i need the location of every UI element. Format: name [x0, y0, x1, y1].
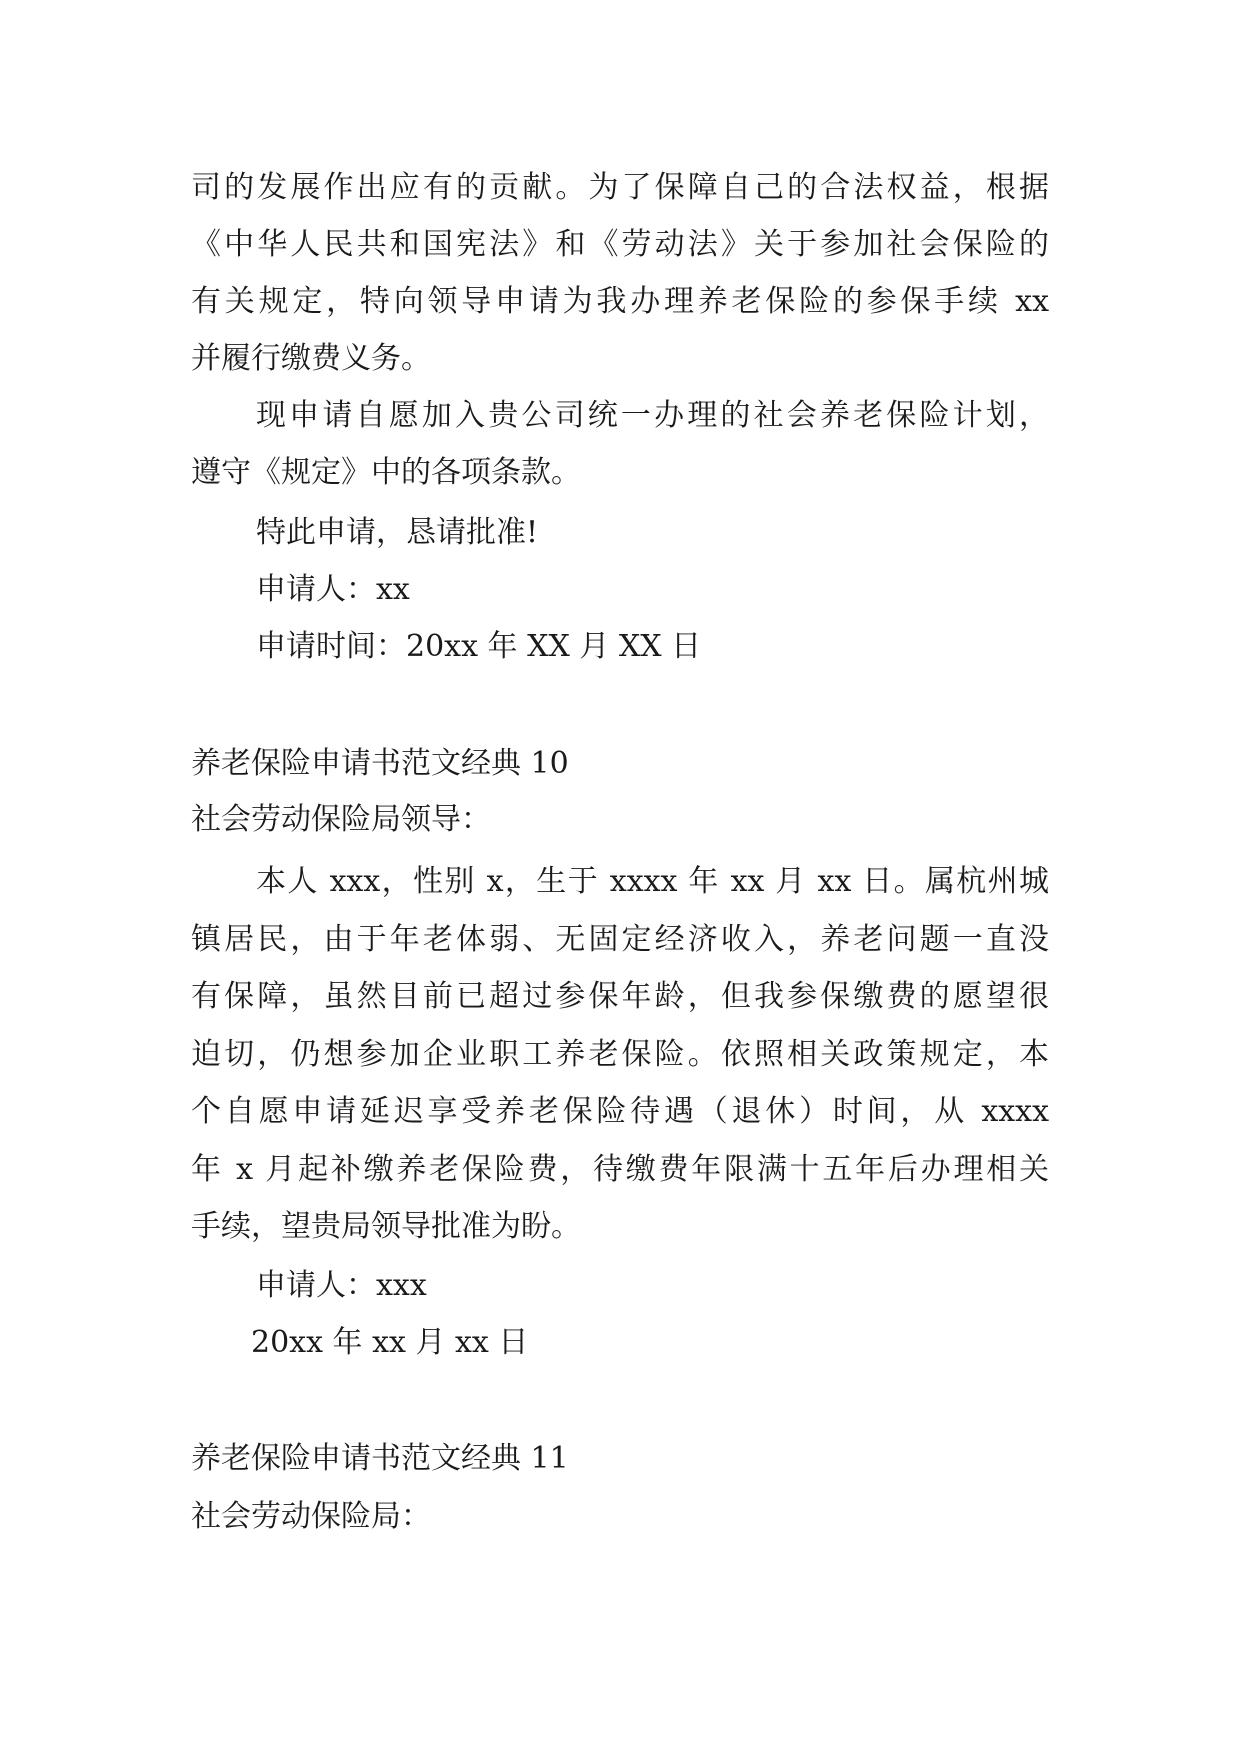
paragraph-line: 本人 xxx，性别 x，生于 xxxx 年 xx 月 xx 日。属杭州城 — [256, 864, 1049, 899]
paragraph-line: 手续，望贵局领导批准为盼。 — [191, 1209, 581, 1244]
section-title: 养老保险申请书范文经典 10 — [191, 746, 569, 781]
paragraph-line: 司的发展作出应有的贡献。为了保障自己的合法权益，根据 — [191, 170, 1049, 205]
salutation: 社会劳动保险局： — [191, 1499, 431, 1534]
paragraph-line: 迫切，仍想参加企业职工养老保险。依照相关政策规定，本 — [191, 1037, 1049, 1072]
paragraph-line: 遵守《规定》中的各项条款。 — [191, 455, 581, 490]
applicant-line: 申请人：xxx — [256, 1268, 427, 1303]
closing-text: 特此申请，恳请批准! — [256, 515, 539, 550]
paragraph-line: 镇居民，由于年老体弱、无固定经济收入，养老问题一直没 — [191, 922, 1049, 957]
date-line: 申请时间：20xx 年 XX 月 XX 日 — [256, 629, 702, 664]
section-title: 养老保险申请书范文经典 11 — [191, 1441, 569, 1476]
paragraph-line: 《中华人民共和国宪法》和《劳动法》关于参加社会保险的 — [191, 227, 1049, 262]
paragraph-line: 个自愿申请延迟享受养老保险待遇（退休）时间，从 xxxx — [191, 1094, 1049, 1129]
date-line: 20xx 年 xx 月 xx 日 — [251, 1325, 529, 1360]
paragraph-line: 现申请自愿加入贵公司统一办理的社会养老保险计划， — [256, 398, 1049, 433]
paragraph-line: 年 x 月起补缴养老保险费，待缴费年限满十五年后办理相关 — [191, 1152, 1049, 1187]
paragraph-line: 有保障，虽然目前已超过参保年龄，但我参保缴费的愿望很 — [191, 979, 1049, 1014]
paragraph-line: 并履行缴费义务。 — [191, 341, 431, 376]
salutation: 社会劳动保险局领导： — [191, 802, 491, 837]
paragraph-line: 有关规定，特向领导申请为我办理养老保险的参保手续 xx — [191, 284, 1049, 319]
applicant-line: 申请人：xx — [256, 572, 410, 607]
